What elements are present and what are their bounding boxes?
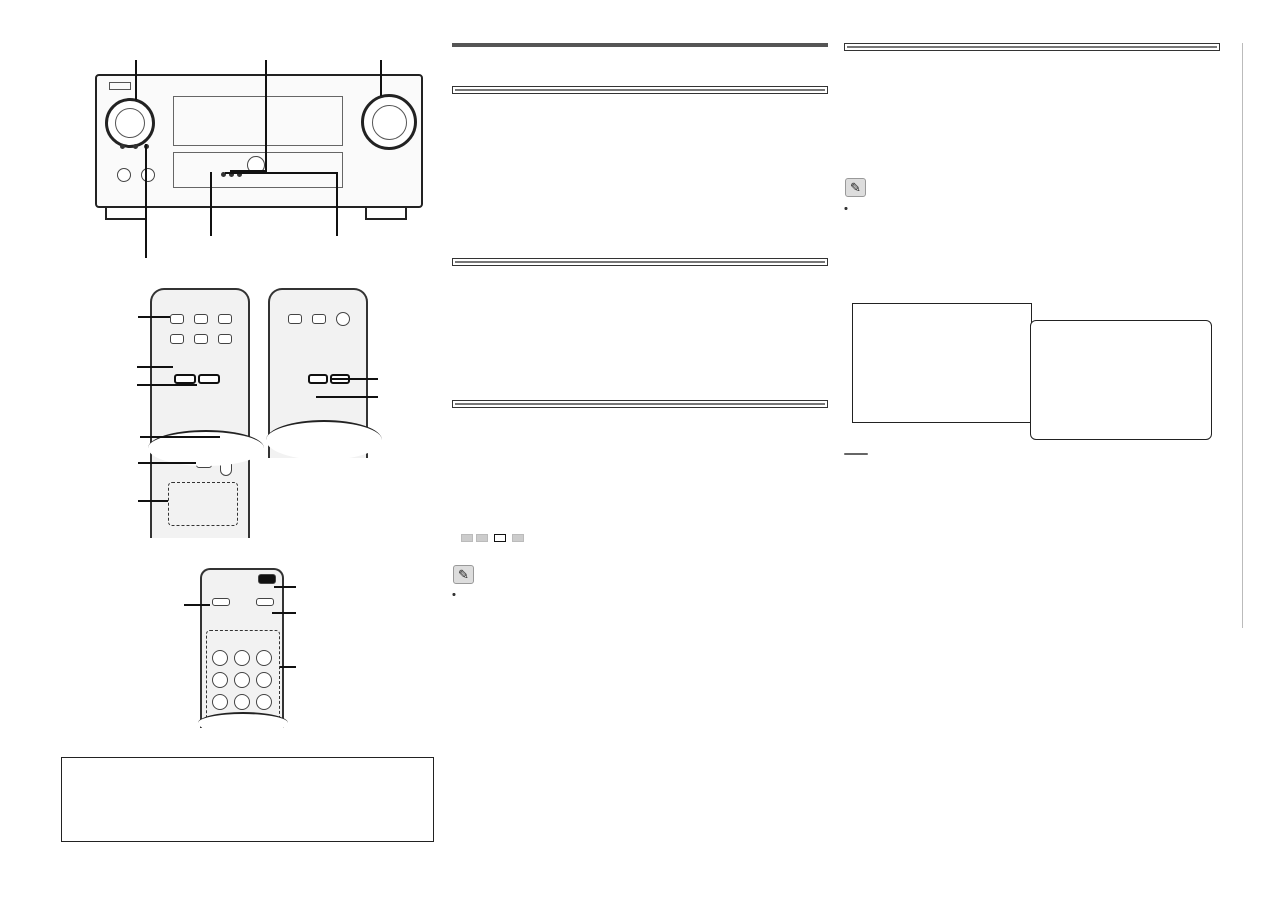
remote-button[interactable] <box>194 314 208 324</box>
off-button[interactable] <box>198 374 220 384</box>
leader-line <box>316 396 378 398</box>
remote-button[interactable] <box>256 650 272 666</box>
leader-line <box>274 586 296 588</box>
section-heading-power-text <box>455 89 825 91</box>
front-display <box>173 96 343 146</box>
headphone-jack <box>141 168 155 182</box>
receiver-foot-right <box>365 208 407 220</box>
remote-cut-line <box>198 712 288 734</box>
on-button[interactable] <box>174 374 196 384</box>
remote-button[interactable] <box>312 314 326 324</box>
indicator-dot <box>133 144 138 149</box>
mute-description <box>844 80 1220 126</box>
range-value-default <box>494 534 506 542</box>
remote-button[interactable] <box>336 312 350 326</box>
remote-button[interactable] <box>288 314 302 324</box>
leader-line <box>184 604 210 606</box>
leader-line <box>330 378 378 380</box>
source-select-knob[interactable] <box>105 98 155 148</box>
section-heading-mute-text <box>847 46 1217 48</box>
remote-button[interactable] <box>212 672 228 688</box>
variable-range <box>452 534 524 542</box>
leader-line <box>140 436 220 438</box>
remote-button[interactable] <box>256 694 272 710</box>
power-button[interactable] <box>117 168 131 182</box>
remote-button[interactable] <box>256 672 272 688</box>
osd-screen-2 <box>1030 320 1212 440</box>
volume-knob[interactable] <box>361 94 417 150</box>
remote-button[interactable] <box>218 334 232 344</box>
section-heading-input <box>452 258 828 266</box>
remote-button[interactable] <box>218 314 232 324</box>
on-button[interactable] <box>256 598 274 606</box>
off-button[interactable] <box>212 598 230 606</box>
input-main-unit-steps <box>452 312 828 327</box>
pen-icon: ✎ <box>845 178 866 197</box>
zone-select-button[interactable] <box>258 574 276 584</box>
leader-line <box>137 384 197 386</box>
on-button[interactable] <box>308 374 328 384</box>
remote-button[interactable] <box>212 650 228 666</box>
section-heading-power <box>452 86 828 94</box>
tab-divider <box>1242 43 1243 628</box>
leader-line <box>272 612 296 614</box>
volume-main-unit-steps <box>452 454 828 469</box>
leader-line <box>280 666 296 668</box>
remote-button[interactable] <box>194 334 208 344</box>
remote-button[interactable] <box>234 694 250 710</box>
indicator-dot <box>120 144 125 149</box>
range-value-min <box>476 534 488 542</box>
leader-line <box>210 172 212 236</box>
power-main-unit-text <box>452 139 828 154</box>
section-heading-mute <box>844 43 1220 51</box>
leader-line <box>225 172 338 174</box>
leader-line <box>138 462 196 464</box>
amp-button[interactable] <box>170 314 184 324</box>
leader-line <box>138 316 170 318</box>
leader-line <box>137 366 173 368</box>
leader-line <box>336 172 338 236</box>
range-value-off <box>461 534 473 542</box>
denon-logo-icon <box>109 82 131 90</box>
leader-line <box>265 60 267 172</box>
osd-screen-1 <box>852 303 1032 423</box>
about-button-names-box <box>61 757 434 842</box>
remote-button[interactable] <box>234 650 250 666</box>
receiver-foot-left <box>105 208 147 220</box>
range-value-max <box>512 534 524 542</box>
leader-line <box>145 144 147 258</box>
remote-button[interactable] <box>212 694 228 710</box>
page-title <box>452 43 828 47</box>
leader-line <box>380 60 382 96</box>
remote-cut-line <box>266 420 382 460</box>
note-badge <box>844 453 868 455</box>
remote-button[interactable] <box>170 334 184 344</box>
pen-icon: ✎ <box>453 565 474 584</box>
leader-line <box>135 60 137 100</box>
source-select-button-group[interactable] <box>168 482 238 526</box>
remote-button[interactable] <box>234 672 250 688</box>
leader-line <box>138 500 168 502</box>
sub-remote-illustration <box>200 568 284 728</box>
section-heading-volume-text <box>455 403 825 405</box>
section-heading-volume <box>452 400 828 408</box>
section-heading-input-text <box>455 261 825 263</box>
